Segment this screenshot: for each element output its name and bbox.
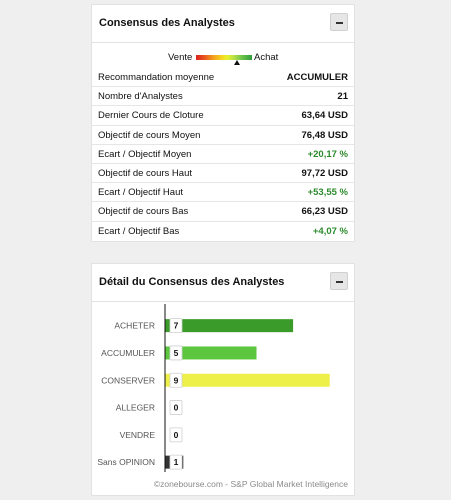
stat-row bbox=[92, 202, 354, 221]
recommendation-gauge bbox=[92, 49, 354, 67]
stat-value: ACCUMULER bbox=[286, 72, 348, 83]
stat-value: +20,17 % bbox=[307, 148, 348, 160]
category-label: ALLEGER bbox=[115, 402, 155, 413]
stat-label: Objectif de cours Haut bbox=[98, 167, 192, 179]
stat-value: 76,48 USD bbox=[301, 129, 348, 141]
source-credit: ©zonebourse.com - S&P Global Market Intelligence bbox=[153, 479, 348, 489]
stat-row bbox=[92, 126, 354, 145]
value-label: 0 bbox=[173, 429, 179, 440]
stat-label: Ecart / Objectif Haut bbox=[98, 187, 184, 199]
consensus-detail-panel bbox=[91, 263, 355, 496]
value-label: 9 bbox=[173, 375, 179, 386]
stat-row bbox=[92, 183, 354, 202]
category-label: ACCUMULER bbox=[101, 347, 155, 358]
stat-value: 21 bbox=[337, 91, 348, 103]
consensus-stats-table bbox=[92, 68, 354, 241]
stat-label: Ecart / Objectif Bas bbox=[98, 225, 180, 237]
value-label: 5 bbox=[173, 347, 179, 358]
stat-row bbox=[92, 87, 354, 106]
value-label: 1 bbox=[173, 457, 179, 468]
stat-label: Ecart / Objectif Moyen bbox=[98, 148, 192, 160]
stat-label: Objectif de cours Bas bbox=[98, 206, 189, 218]
stat-value: 97,72 USD bbox=[301, 167, 348, 179]
stat-label: Objectif de cours Moyen bbox=[98, 129, 201, 141]
detail-header bbox=[92, 264, 354, 302]
stat-label: Recommandation moyenne bbox=[98, 72, 215, 83]
stat-value: +4,07 % bbox=[312, 225, 348, 237]
gauge-marker-icon bbox=[234, 60, 240, 65]
gauge-buy-label: Achat bbox=[254, 52, 279, 63]
category-label: Sans OPINION bbox=[97, 457, 155, 468]
stat-row bbox=[92, 222, 354, 241]
stat-value: 63,64 USD bbox=[301, 110, 348, 122]
value-label: 0 bbox=[173, 402, 179, 413]
bar bbox=[165, 374, 330, 387]
consensus-detail-chart bbox=[92, 302, 354, 472]
minus-icon bbox=[336, 281, 343, 283]
stat-row bbox=[92, 106, 354, 125]
stat-label: Nombre d'Analystes bbox=[98, 91, 183, 103]
stat-value: +53,55 % bbox=[307, 187, 348, 199]
category-label: VENDRE bbox=[119, 429, 155, 440]
stat-row bbox=[92, 68, 354, 87]
value-label: 7 bbox=[173, 320, 179, 331]
category-label: ACHETER bbox=[114, 320, 155, 331]
minus-icon bbox=[336, 22, 343, 24]
collapse-consensus-button[interactable] bbox=[330, 13, 348, 31]
bar bbox=[165, 319, 293, 332]
stat-row bbox=[92, 164, 354, 183]
gauge-bar bbox=[196, 55, 252, 60]
detail-title: Détail du Consensus des Analystes bbox=[99, 276, 285, 288]
stat-row bbox=[92, 145, 354, 164]
consensus-header bbox=[92, 5, 354, 43]
gauge-sell-label: Vente bbox=[168, 52, 193, 63]
stat-label: Dernier Cours de Cloture bbox=[98, 110, 204, 122]
category-label: CONSERVER bbox=[101, 375, 155, 386]
consensus-title: Consensus des Analystes bbox=[99, 17, 235, 29]
stat-value: 66,23 USD bbox=[301, 206, 348, 218]
consensus-panel bbox=[91, 4, 355, 242]
collapse-detail-button[interactable] bbox=[330, 272, 348, 290]
